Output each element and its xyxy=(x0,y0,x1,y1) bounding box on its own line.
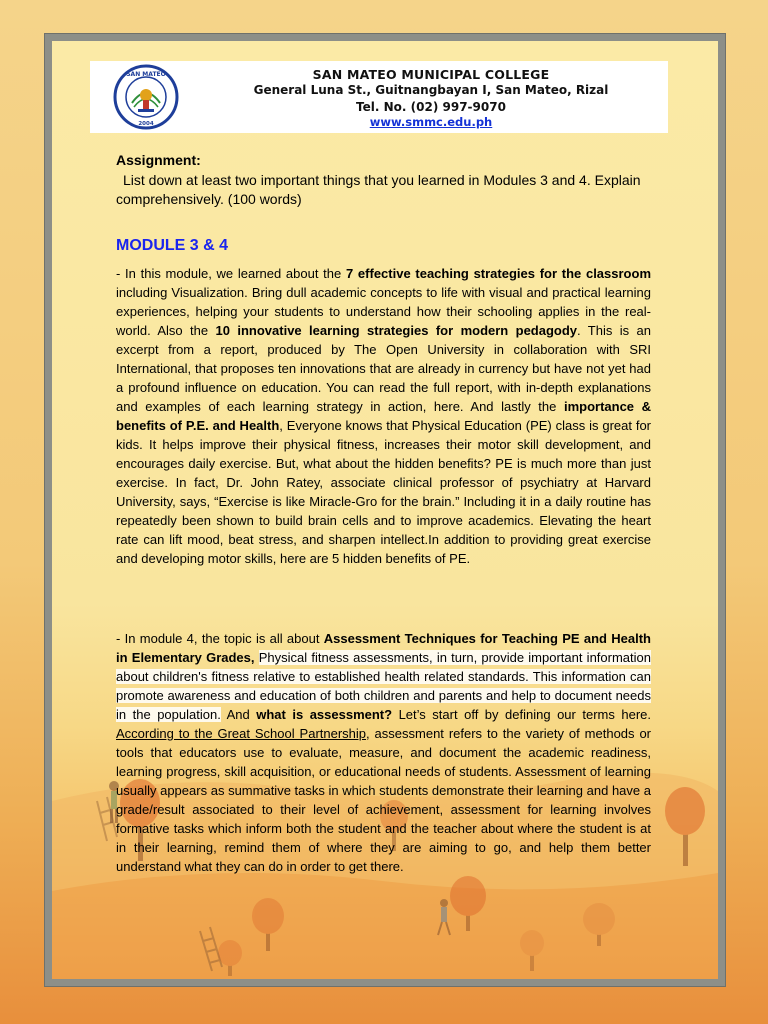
college-seal-logo xyxy=(96,63,196,131)
document-page xyxy=(52,41,718,979)
module-4-paragraph: - In module 4, the topic is all about Assessment Techniques for Teaching PE and Health in Elementary Grades, Physical fitness assessments, in turn, provide important information about children's fitness relative to established health related standards. This information can promote awareness and education of both children and parents and help to document needs in the population. And what is assessment? Let’s start off by defining our terms here. According to the Great School Partnership, assessment refers to the variety of methods or tools that educators use to evaluate, measure, and document the academic readiness, learning progress, skill acquisition, or educational needs of students. Assessment of learning usually appears as summative tasks in which students demonstrate their learning and have a grade/result associated to their level of achievement, assessment for learning involves formative tasks which inform both the student and the teacher about where the student is at in their learning, remind them of where they are aiming to go, and help them better understand what they can do in order to get there. xyxy=(116,631,652,874)
assignment-heading: Assignment: xyxy=(116,152,201,168)
college-phone: Tel. No. (02) 997-9070 xyxy=(356,100,506,114)
highlighted-quote: Physical fitness assessments, in turn, provide important information about children's fitness relative to established health related standards. This information can promote awareness and education of both children and parents and help to document needs in the population. xyxy=(116,650,651,722)
assignment-instructions: List down at least two important things that you learned in Modules 3 and 4. Explain comprehensively. (100 words) xyxy=(116,172,641,207)
college-name: SAN MATEO MUNICIPAL COLLEGE xyxy=(312,67,550,82)
college-website-link[interactable]: www.smmc.edu.ph xyxy=(369,115,493,129)
college-address: General Luna St., Guitnangbayan I, San Mateo, Rizal xyxy=(253,83,609,97)
svg-text:SAN MATEO: SAN MATEO xyxy=(126,71,166,78)
page-frame xyxy=(44,33,726,987)
svg-text:2004: 2004 xyxy=(138,121,154,127)
college-letterhead xyxy=(90,61,668,133)
module-title: MODULE 3 & 4 xyxy=(116,237,229,254)
source-reference-link[interactable]: According to the Great School Partnership xyxy=(116,726,367,741)
module-3-paragraph: - In this module, we learned about the 7 effective teaching strategies for the classroom including Visualization. Bring dull academic concepts to life with visual and practical learning experiences, helping your students to understand how their schooling applies in the real-world. Also the 10 innovative learning strategies for modern pedagody. This is an excerpt from a report, produced by The Open University in collaboration with SRI International, that proposes ten innovations that are already in currency but have not yet had a profound influence on education. You can read the full report, with in-depth explanations and examples of each learning strategy in action, here. And lastly the importance & benefits of P.E. and Health, Everyone knows that Physical Education (PE) class is great for kids. It helps improve their physical fitness, increases their motor skill development, and encourages daily exercise. But, what about the hidden benefits? PE is much more than just exercise. In fact, Dr. John Ratey, associate clinical professor of psychiatry at Harvard University, says, “Exercise is like Miracle-Gro for the brain.” Including it in a daily routine has repeatedly been shown to build brain cells and to improve academics. Elevating the heart rate can lift mood, beat stress, and sharpen intellect.In addition to providing great exercise and developing motor skills, here are 5 hidden benefits of PE. xyxy=(116,266,652,566)
